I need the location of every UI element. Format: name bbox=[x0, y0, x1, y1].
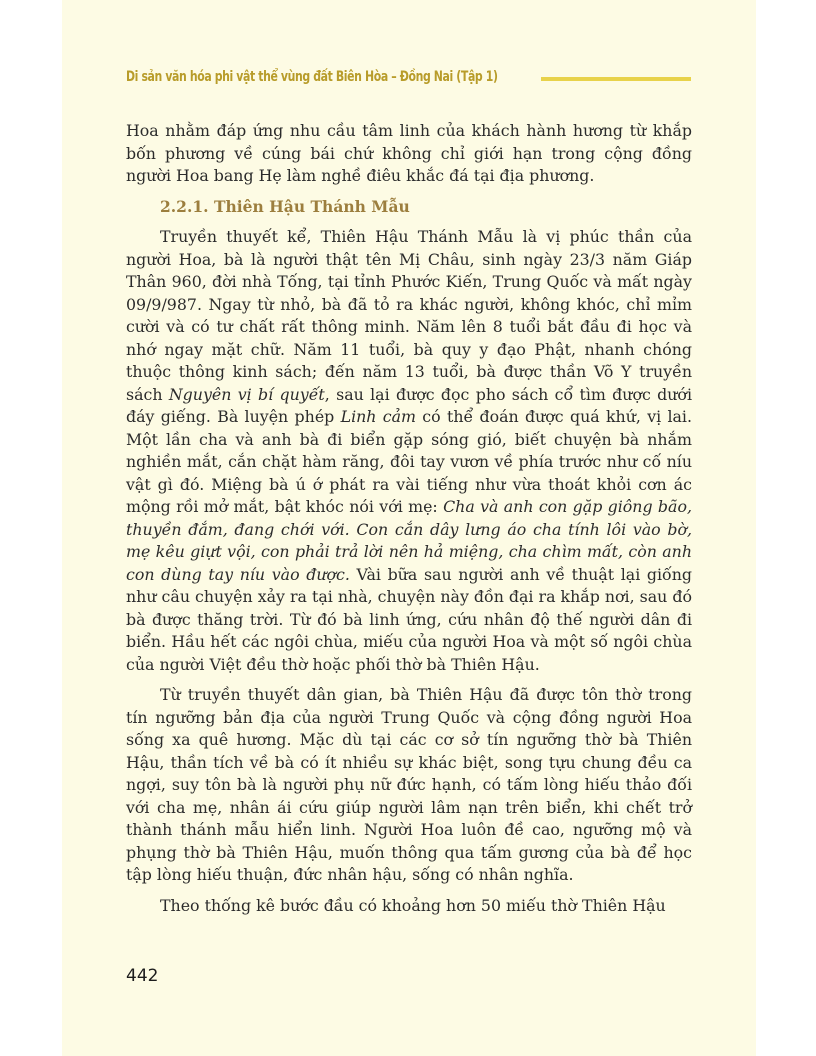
page-number: 442 bbox=[126, 966, 159, 986]
running-header bbox=[126, 66, 696, 96]
book-title-italic: Nguyên vị bí quyết bbox=[168, 384, 325, 404]
paragraph-worship: Từ truyền thuyết dân gian, bà Thiên Hậu đã được tôn thờ trong tín ngưỡng bản địa của người Trung Quốc và cộng đồng người Hoa sống xa quê hương. Mặc dù tại các cơ sở tín ngưỡng thờ bà Thiên Hậu, thần tích về bà có ít nhiều sự khác biệt, song tựu chung đều ca ngợi, suy tôn bà là người phụ nữ đức hạnh, có tấm lòng hiếu thảo đối với cha mẹ, nhân ái cứu giúp người lâm nạn trên biển, khi chết trở thành thánh mẫu hiển linh. Người Hoa luôn đề cao, ngưỡng mộ và phụng thờ bà Thiên Hậu, muốn thông qua tấm gương của bà để học tập lòng hiếu thuận, đức nhân hậu, sống có nhân nghĩa. bbox=[126, 685, 692, 884]
quote-italic: Cha và anh con gặp giông bão, thuyền đắm, đang chới với. Con cắn dây lưng áo cha tính lôi vào bờ, mẹ kêu giựt vội, con phải trả lời nên hả miệng, cha chìm mất, còn anh con dùng tay níu vào được. bbox=[126, 497, 692, 584]
text-run: , sau lại được đọc pho sách cổ tìm được dưới đáy giếng. Bà luyện phép bbox=[126, 384, 692, 426]
text-run: có thể đoán được quá khứ, vị lai. Một lần cha và anh bà đi biển gặp sóng gió, biết chuyện bà nhắm nghiền mắt, cắn chặt hàm răng, đôi tay vươn về phía trước như cố níu vật gì đó. Miệng bà ú ớ phát ra vài tiếng như vừa thoát khỏi cơn ác mộng rồi mở mắt, bật khóc nói với mẹ: bbox=[126, 407, 693, 516]
paragraph-legend bbox=[126, 226, 692, 676]
paragraph-statistics: Theo thống kê bước đầu có khoảng hơn 50 miếu thờ Thiên Hậu bbox=[160, 895, 666, 915]
term-italic: Linh cảm bbox=[340, 407, 417, 426]
text-run: Vài bữa sau người anh về thuật lại giống như câu chuyện xảy ra tại nhà, chuyện này đồn đại ra khắp nơi, sau đó bà được thăng trời. Từ đó bà linh ứng, cứu nhân độ thế người dân đi biển. Hầu hết các ngôi chùa, miếu của người Hoa và một số ngôi chùa của người Việt đều thờ hoặc phối thờ bà Thiên Hậu. bbox=[126, 564, 692, 674]
section-heading: 2.2.1. Thiên Hậu Thánh Mẫu bbox=[160, 196, 410, 216]
body-text bbox=[126, 120, 692, 925]
paragraph-continued: Hoa nhằm đáp ứng nhu cầu tâm linh của khách hành hương từ khắp bốn phương về cúng bái chứ không chỉ giới hạn trong cộng đồng người Hoa bang Hẹ làm nghề điêu khắc đá tại địa phương. bbox=[126, 121, 692, 185]
text-run: Truyền thuyết kể, Thiên Hậu Thánh Mẫu là vị phúc thần của người Hoa, bà là người thật tên Mị Châu, sinh ngày 23/3 năm Giáp Thân 960, đời nhà Tống, tại tỉnh Phước Kiến, Trung Quốc và mất ngày 09/9/987. Ngay từ nhỏ, bà đã tỏ ra khác người, không khóc, chỉ mỉm cười và có tư chất rất thông minh. Năm lên 8 tuổi bắt đầu đi học và nhớ ngay mặt chữ. Năm 11 tuổi, bà quy y đạo Phật, nhanh chóng thuộc thông kinh sách; đến năm 13 tuổi, bà được thần Võ Y truyền sách bbox=[126, 227, 692, 404]
header-rule bbox=[541, 77, 691, 81]
book-title: Di sản văn hóa phi vật thể vùng đất Biên Hòa – Đồng Nai (Tập 1) bbox=[126, 69, 498, 85]
